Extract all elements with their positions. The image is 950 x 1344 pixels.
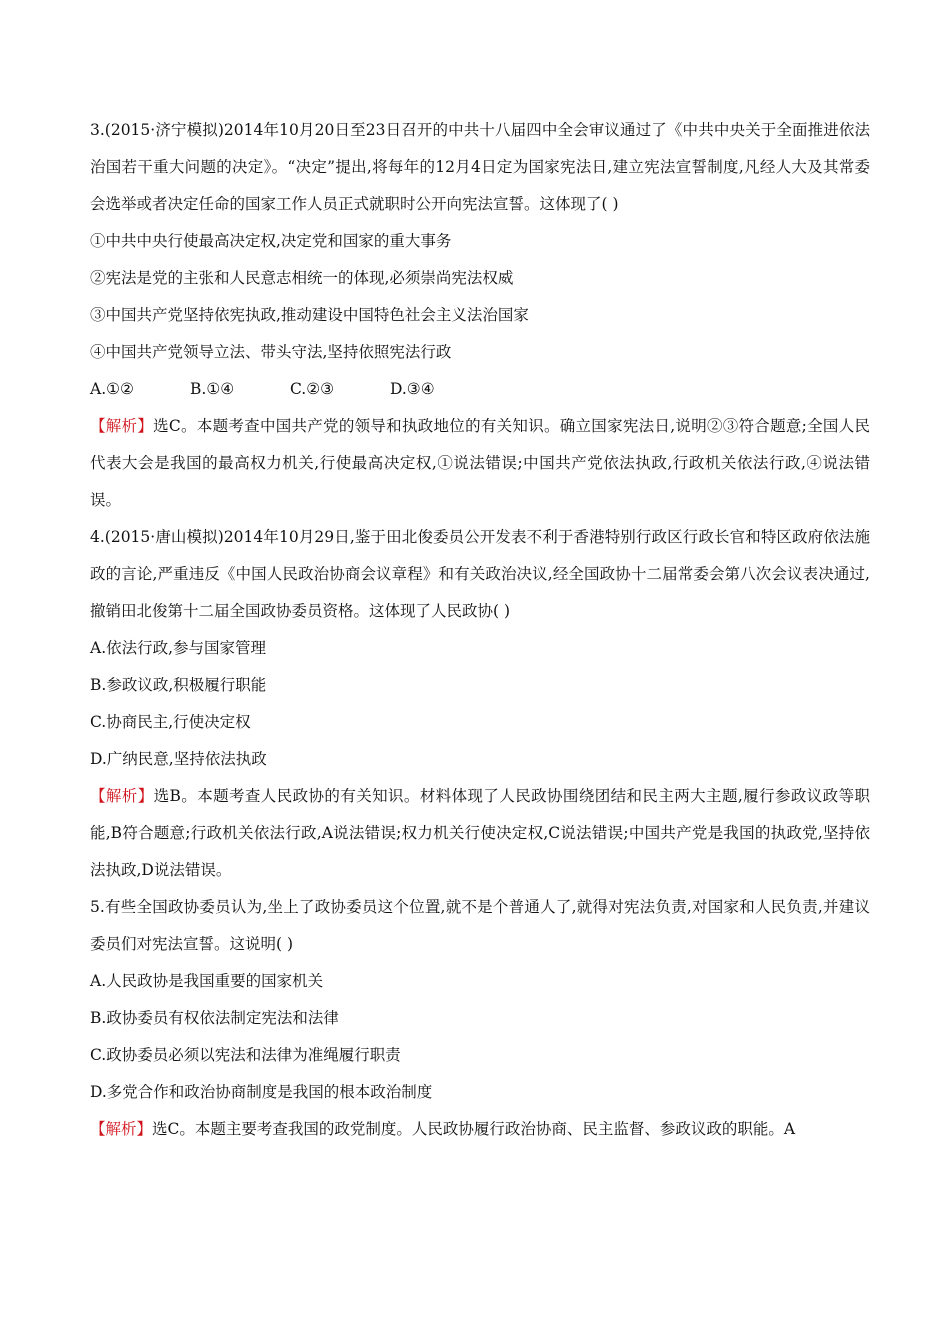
question-4-option-d: D.广纳民意,坚持依法执政: [90, 750, 267, 768]
question-3-option-c: C.②③: [290, 380, 335, 398]
question-3-option-a: A.①②: [90, 380, 134, 398]
analysis-text: 选C。本题考查中国共产党的领导和执政地位的有关知识。确立国家宪法日,说明②③符合题意;全国人民代表大会是我国的最高权力机关,行使最高决定权,①说法错误;中国共产党依法执政,行政机关依法行政,④说法错误。: [90, 417, 870, 509]
question-5-option-b: B.政协委员有权依法制定宪法和法律: [90, 1009, 339, 1027]
question-4-option-a: A.依法行政,参与国家管理: [90, 639, 267, 657]
question-5-option-a: A.人民政协是我国重要的国家机关: [90, 972, 324, 990]
question-3-item-4: ④中国共产党领导立法、带头守法,坚持依照宪法行政: [90, 343, 452, 361]
question-3-item-1: ①中共中央行使最高决定权,决定党和国家的重大事务: [90, 232, 452, 250]
question-3-analysis: [90, 408, 870, 519]
analysis-tag: 【解析】: [90, 787, 154, 805]
question-3-items: [90, 223, 870, 371]
question-3: [90, 112, 870, 519]
question-5: [90, 889, 870, 1148]
question-4: [90, 519, 870, 889]
question-5-option-d: D.多党合作和政治协商制度是我国的根本政治制度: [90, 1083, 433, 1101]
question-4-option-c: C.协商民主,行使决定权: [90, 713, 251, 731]
analysis-text: 选C。本题主要考查我国的政党制度。人民政协履行政治协商、民主监督、参政议政的职能。A: [152, 1120, 796, 1138]
question-5-stem: 5.有些全国政协委员认为,坐上了政协委员这个位置,就不是个普通人了,就得对宪法负责,对国家和人民负责,并建议委员们对宪法宣誓。这说明( ): [90, 898, 870, 953]
analysis-text: 选B。本题考查人民政协的有关知识。材料体现了人民政协围绕团结和民主两大主题,履行参政议政等职能,B符合题意;行政机关依法行政,A说法错误;权力机关行使决定权,C说法错误;中国共产党是我国的执政党,坚持依法执政,D说法错误。: [90, 787, 870, 879]
question-5-option-c: C.政协委员必须以宪法和法律为准绳履行职责: [90, 1046, 401, 1064]
document-page: [90, 100, 870, 1148]
question-3-option-d: D.③④: [390, 380, 435, 398]
question-5-analysis: [90, 1111, 870, 1148]
question-3-stem: 3.(2015·济宁模拟)2014年10月20日至23日召开的中共十八届四中全会审议通过了《中共中央关于全面推进依法治国若干重大问题的决定》。“决定”提出,将每年的12月4日定为国家宪法日,建立宪法宣誓制度,凡经人大及其常委会选举或者决定任命的国家工作人员正式就职时公开向宪法宣誓。这体现了( ): [90, 121, 870, 213]
question-3-item-2: ②宪法是党的主张和人民意志相统一的体现,必须崇尚宪法权威: [90, 269, 514, 287]
question-3-options: [90, 371, 870, 408]
question-4-analysis: [90, 778, 870, 889]
question-3-option-b: B.①④: [190, 380, 235, 398]
analysis-tag: 【解析】: [90, 1120, 153, 1138]
analysis-tag: 【解析】: [90, 417, 154, 435]
question-3-item-3: ③中国共产党坚持依宪执政,推动建设中国特色社会主义法治国家: [90, 306, 529, 324]
question-4-option-b: B.参政议政,积极履行职能: [90, 676, 267, 694]
question-4-stem: 4.(2015·唐山模拟)2014年10月29日,鉴于田北俊委员公开发表不利于香港特别行政区行政长官和特区政府依法施政的言论,严重违反《中国人民政治协商会议章程》和有关政治决议,经全国政协十二届常委会第八次会议表决通过,撤销田北俊第十二届全国政协委员资格。这体现了人民政协( ): [90, 528, 870, 620]
